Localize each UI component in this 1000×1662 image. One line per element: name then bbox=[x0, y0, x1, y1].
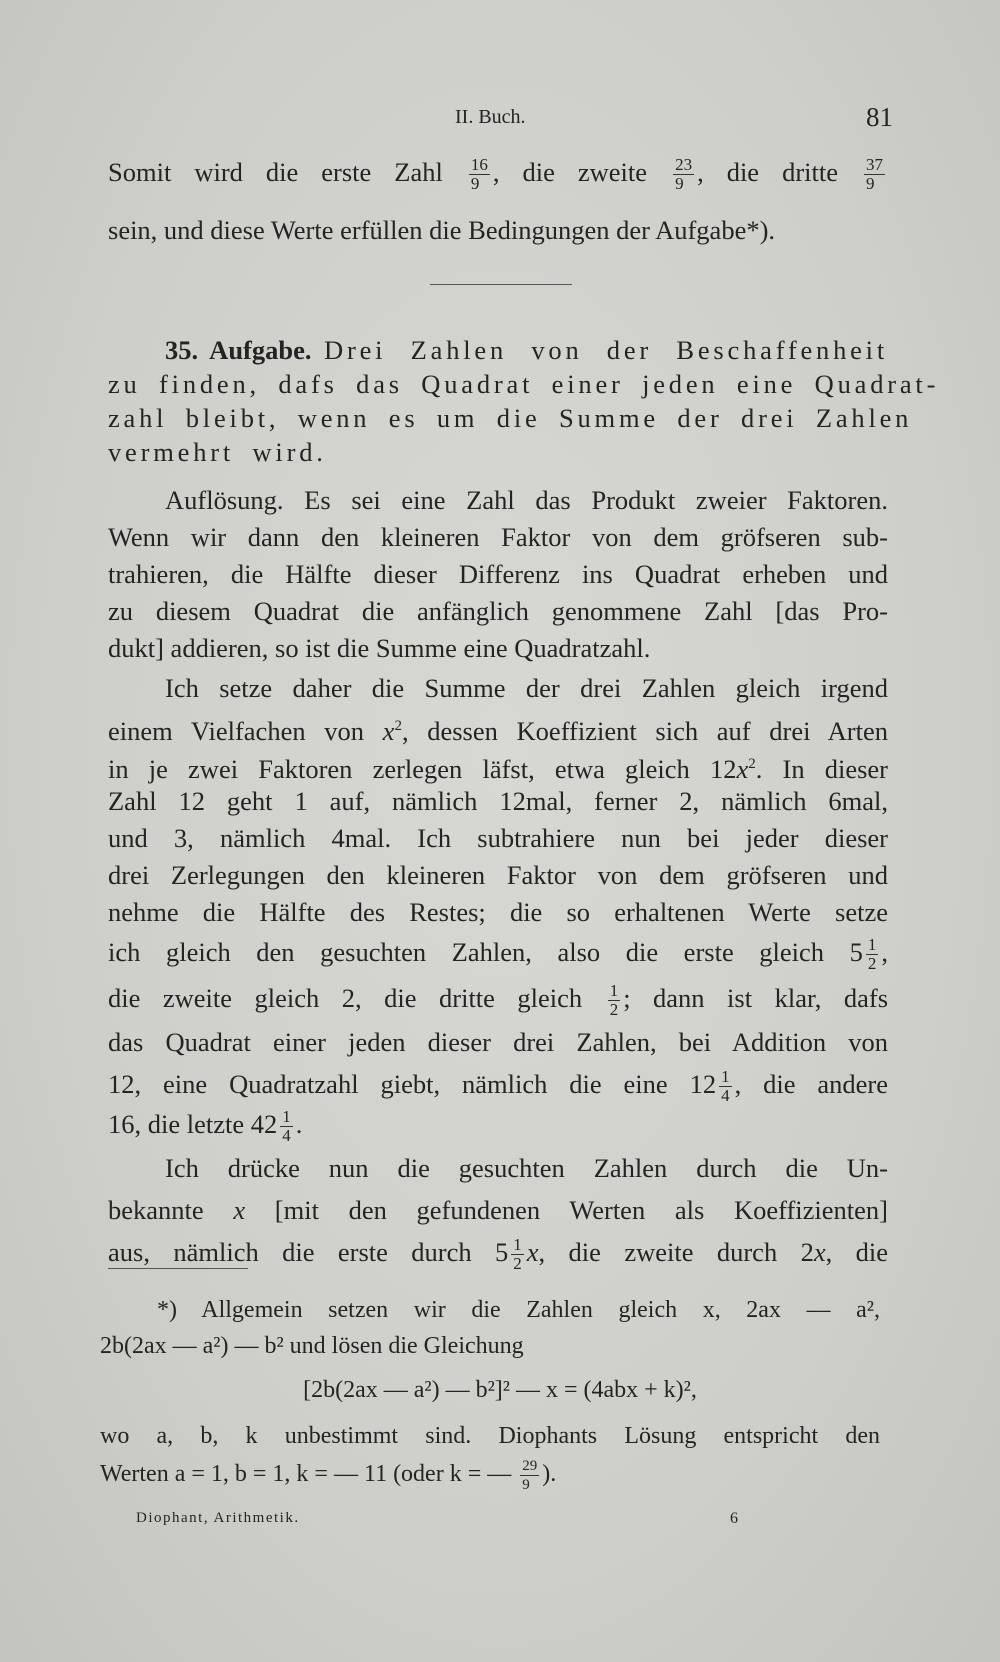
solution-line-5: dukt] addieren, so ist die Summe eine Quadratzahl. bbox=[108, 633, 651, 663]
signature-mark: 6 bbox=[730, 1510, 738, 1527]
problem-line-1: 35. Aufgabe. Drei Zahlen von der Beschaffenheit bbox=[165, 335, 889, 365]
p2-line-2: einem Vielfachen von $x^2$, dessen Koeffizient sich auf drei Arten bbox=[108, 715, 888, 746]
p3-line-1: Ich drücke nun die gesuchten Zahlen durch die Un- bbox=[165, 1153, 888, 1183]
problem-line-4: vermehrt wird. bbox=[108, 437, 327, 467]
p3-line-2: bekannte x [mit den gefundenen Werten als Koeffizienten] bbox=[108, 1195, 888, 1225]
fraction: $\frac{37}{9}$ bbox=[866, 155, 884, 194]
fraction: $\frac{1}{4}$ bbox=[721, 1067, 730, 1106]
p2-line-7: nehme die Hälfte des Restes; die so erhaltenen Werte setze bbox=[108, 897, 888, 927]
book-title: Diophant, Arithmetik. bbox=[136, 1510, 300, 1526]
footnote-line-3: wo a, b, k unbestimmt sind. Diophants Lösung entspricht den bbox=[100, 1423, 880, 1449]
solution-line-2: Wenn wir dann den kleineren Faktor von dem gröfseren sub- bbox=[108, 522, 888, 552]
footnote-separator bbox=[108, 1268, 248, 1269]
section-separator bbox=[430, 284, 572, 285]
p2-line-5: und 3, nämlich 4mal. Ich subtrahiere nun bei jeder dieser bbox=[108, 823, 888, 853]
footnote-line-4: Werten a = 1, b = 1, k = — 11 (oder k = — $\frac{29}{9}$ ). bbox=[100, 1457, 557, 1493]
p2-line-1: Ich setze daher die Summe der drei Zahlen gleich irgend bbox=[165, 673, 888, 703]
problem-line-3: zahl bleibt, wenn es um die Summe der drei Zahlen bbox=[108, 403, 913, 433]
footnote-line-2: 2b(2ax — a²) — b² und lösen die Gleichung bbox=[100, 1333, 524, 1359]
solution-line-1: Auflösung. Es sei eine Zahl das Produkt zweier Faktoren. bbox=[165, 485, 889, 515]
footnote-formula: [2b(2ax — a²) — b²]² — x = (4abx + k)², bbox=[303, 1377, 697, 1403]
fraction: $\frac{1}{2}$ bbox=[513, 1235, 522, 1274]
p2-line-4: Zahl 12 geht 1 auf, nämlich 12mal, ferner 2, nämlich 6mal, bbox=[108, 786, 888, 816]
fraction: $\frac{23}{9}$ bbox=[675, 155, 693, 194]
page-header bbox=[0, 100, 1000, 140]
solution-line-3: trahieren, die Hälfte dieser Differenz ins Quadrat erheben und bbox=[108, 559, 888, 589]
p2-line-8: ich gleich den gesuchten Zahlen, also die erste gleich 5 $\frac{1}{2}$ , bbox=[108, 935, 888, 974]
fraction: $\frac{1}{2}$ bbox=[609, 981, 619, 1020]
page-number: 81 bbox=[866, 102, 893, 132]
p2-line-10: das Quadrat einer jeden dieser drei Zahlen, bei Addition von bbox=[108, 1027, 888, 1057]
problem-line-2: zu finden, dafs das Quadrat einer jeden eine Quadrat- bbox=[108, 369, 940, 399]
intro-line-2: sein, und diese Werte erfüllen die Bedingungen der Aufgabe*). bbox=[108, 215, 776, 245]
solution-label: Auflösung. bbox=[165, 485, 284, 515]
fraction: $\frac{29}{9}$ bbox=[522, 1457, 538, 1493]
fraction: $\frac{1}{2}$ bbox=[867, 935, 877, 974]
fraction: $\frac{16}{9}$ bbox=[470, 155, 488, 194]
problem-label: 35. Aufgabe. bbox=[165, 335, 312, 365]
solution-line-4: zu diesem Quadrat die anfänglich genommene Zahl [das Pro- bbox=[108, 596, 888, 626]
p2-line-6: drei Zerlegungen den kleineren Faktor von dem gröfseren und bbox=[108, 860, 888, 890]
footnote-line-1: *) Allgemein setzen wir die Zahlen gleich x, 2ax — a², bbox=[157, 1297, 880, 1323]
intro-line-1: Somit wird die erste Zahl $\frac{16}{9}$ , die zweite $\frac{23}{9}$ , die dritte $\frac{37}{9}$ bbox=[108, 155, 884, 194]
p2-line-12: 16, die letzte 42 $\frac{1}{4}$ . bbox=[108, 1107, 303, 1146]
p2-line-3: in je zwei Faktoren zerlegen läfst, etwa gleich $12x^2$. In dieser bbox=[108, 753, 888, 784]
p3-line-3: aus, nämlich die erste durch 5 $\frac{1}{2}$ x, die zweite durch 2x, die bbox=[108, 1235, 889, 1274]
page-footer bbox=[0, 1510, 1000, 1540]
p2-line-11: 12, eine Quadratzahl giebt, nämlich die eine 12 $\frac{1}{4}$ , die andere bbox=[108, 1067, 888, 1106]
running-head: II. Buch. bbox=[455, 106, 526, 128]
p2-line-9: die zweite gleich 2, die dritte gleich $\frac{1}{2}$ ; dann ist klar, dafs bbox=[108, 981, 889, 1020]
fraction: $\frac{1}{4}$ bbox=[282, 1107, 291, 1146]
